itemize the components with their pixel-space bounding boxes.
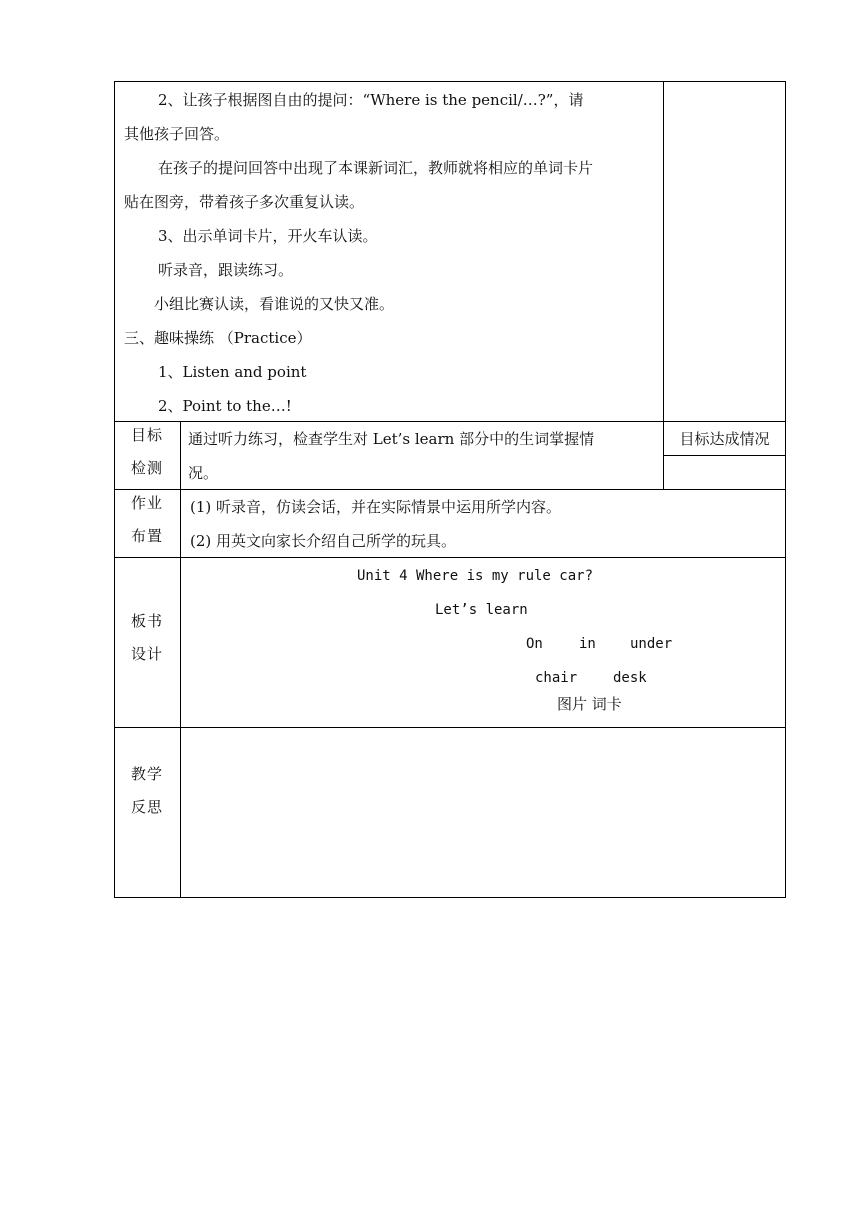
lesson-plan-table (114, 81, 786, 898)
status-header: 目标达成情况 (679, 430, 770, 448)
process-line-7: 小组比赛认读，看谁说的又快又准。 (154, 295, 395, 313)
status-cell-divider (663, 455, 786, 456)
board-label-2: 设计 (130, 645, 163, 663)
assessment-text-1: 通过听力练习，检查学生对 Let’s learn 部分中的生词掌握情 (188, 430, 595, 448)
board-caption: 图片 词卡 (557, 695, 622, 713)
process-line-4: 贴在图旁，带着孩子多次重复认读。 (124, 193, 365, 211)
row-divider-homework (114, 489, 786, 490)
homework-item-2: (2) 用英文向家长介绍自己所学的玩具。 (190, 532, 457, 550)
board-label-1: 板书 (130, 612, 163, 630)
homework-item-1: (1) 听录音，仿读会话，并在实际情景中运用所学内容。 (190, 498, 562, 516)
board-word-desk: desk (613, 670, 647, 686)
homework-label-1: 作业 (130, 494, 163, 512)
assessment-label-2: 检测 (130, 459, 163, 477)
process-line-2: 其他孩子回答。 (124, 125, 230, 143)
status-column-divider (663, 81, 664, 489)
table-border-bottom (114, 897, 786, 898)
row-divider-board (114, 557, 786, 558)
board-word-in: in (579, 636, 596, 652)
board-subtitle: Let’s learn (435, 602, 528, 618)
table-border-right (785, 81, 786, 898)
process-line-1: 2、让孩子根据图自由的提问：“Where is the pencil/…?”，请 (158, 91, 584, 109)
board-word-under: under (630, 636, 673, 652)
label-column-divider (180, 421, 181, 898)
row-divider-assessment (114, 421, 786, 422)
assessment-text-2: 况。 (188, 464, 219, 482)
reflection-label-1: 教学 (130, 765, 163, 783)
board-word-chair: chair (535, 670, 578, 686)
board-word-on: On (526, 636, 543, 652)
table-border-top (114, 81, 786, 82)
process-line-3: 在孩子的提问回答中出现了本课新词汇，教师就将相应的单词卡片 (158, 159, 594, 177)
row-divider-reflection (114, 727, 786, 728)
homework-label-2: 布置 (130, 527, 163, 545)
process-line-5: 3、出示单词卡片，开火车认读。 (158, 227, 378, 245)
process-line-6: 听录音，跟读练习。 (158, 261, 294, 279)
board-title: Unit 4 Where is my rule car? (357, 568, 594, 584)
reflection-label-2: 反思 (130, 798, 163, 816)
process-line-10: 2、Point to the…! (158, 397, 292, 415)
process-line-9: 1、Listen and point (158, 363, 307, 381)
process-section-heading: 三、趣味操练 （Practice） (124, 329, 312, 347)
assessment-label-1: 目标 (130, 426, 163, 444)
